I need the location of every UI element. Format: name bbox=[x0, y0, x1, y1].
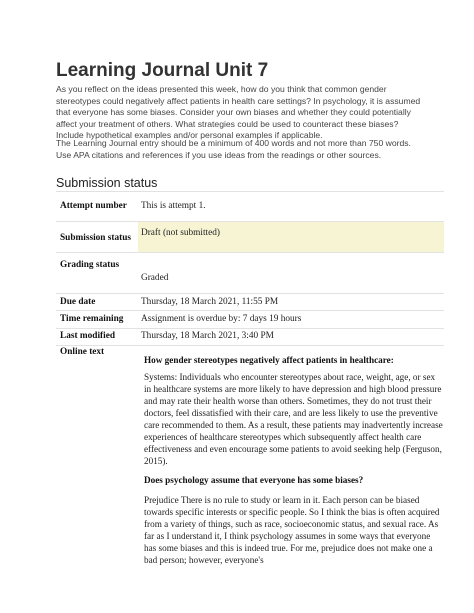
row-value: Thursday, 18 March 2021, 11:55 PM bbox=[141, 297, 279, 307]
table-row-attempt-number bbox=[56, 192, 444, 222]
row-label: Submission status bbox=[60, 233, 132, 243]
row-value: Thursday, 18 March 2021, 3:40 PM bbox=[141, 331, 274, 341]
table-row-grading-status bbox=[56, 253, 444, 294]
row-label: Online text bbox=[60, 347, 105, 357]
online-text-heading-2: Does psychology assume that everyone has some biases? bbox=[144, 475, 364, 485]
table-row-due-date bbox=[56, 294, 444, 311]
table-row-last-modified bbox=[56, 329, 444, 346]
row-label: Last modified bbox=[60, 331, 116, 341]
online-text-heading-1: How gender stereotypes negatively affect patients in healthcare: bbox=[144, 355, 394, 365]
table-row-time-remaining bbox=[56, 311, 444, 329]
row-label: Time remaining bbox=[60, 314, 124, 324]
row-label: Grading status bbox=[60, 260, 120, 270]
row-label: Attempt number bbox=[60, 201, 127, 211]
submission-status-heading: Submission status bbox=[56, 176, 158, 190]
overdue-text: Assignment is overdue by: 7 days 19 hours bbox=[141, 314, 302, 324]
status-badge: Draft (not submitted) bbox=[141, 228, 221, 238]
row-label: Due date bbox=[60, 297, 96, 307]
online-text-paragraph-1: Systems: Individuals who encounter stereotypes about race, weight, age, or sex in healthcare systems are more likely to have depression and high blood pressure and may rate their health worse than others. Sometimes, they do not trust their doctors, feel dissatisfied with their care, and are less likely to use the preventive care recommended to them. As a result, these patients may inadvertently increase experiences of healthcare stereotypes which subsequently affect health care effectiveness and even encourage some patients to avoid seeking help (Ferguson, 2015). bbox=[144, 372, 443, 466]
page-title: Learning Journal Unit 7 bbox=[56, 60, 269, 81]
assignment-requirements: The Learning Journal entry should be a minimum of 400 words and not more than 750 words. Use APA citations and references if you use ideas from the readings or other sources. bbox=[56, 138, 411, 160]
submission-status-table bbox=[56, 191, 444, 357]
assignment-prompt: As you reflect on the ideas presented this week, how do you think that common gender stereotypes could negatively affect patients in health care settings? In psychology, it is assumed that everyone has some biases. Consider your own biases and whether they could potentially affect your treatment of others. What strategies could be used to counteract these biases? Include hypothetical examples and/or personal examples if applicable. bbox=[56, 84, 421, 141]
table-row-submission-status bbox=[56, 222, 444, 253]
online-text-paragraph-2: Prejudice There is no rule to study or learn in it. Each person can be biased towards specific interests or specific people. So I think the bias is often acquired from a variety of things, such as race, socioeconomic status, and sexual race. As far as I understand it, I think psychology assumes in some ways that everyone has some biases and this is indeed true. For me, prejudice does not make one a bad person; however, everyone's bbox=[144, 495, 440, 565]
row-value: Graded bbox=[141, 273, 169, 283]
row-value: This is attempt 1. bbox=[141, 201, 206, 211]
